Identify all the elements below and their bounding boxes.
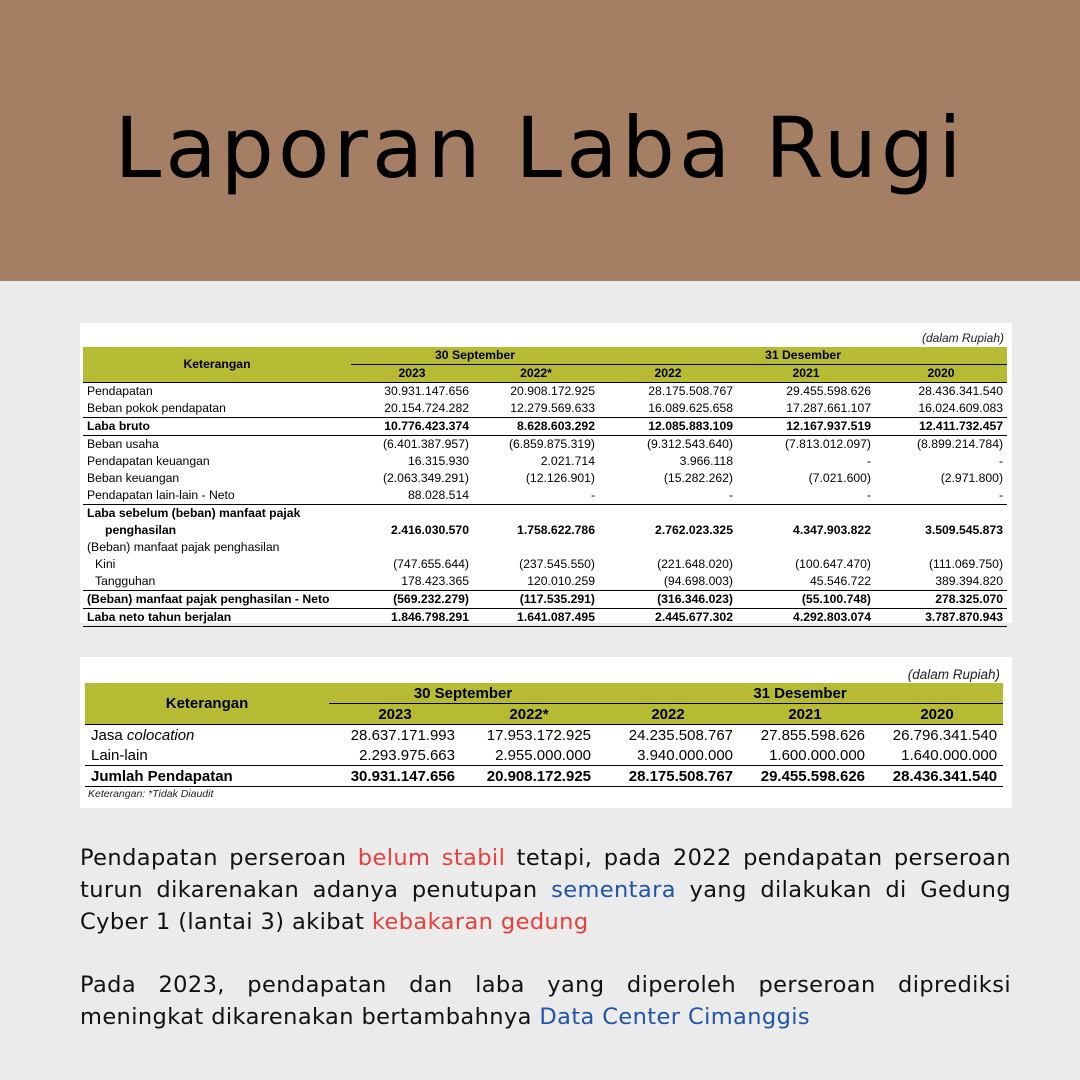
row-label: Pendapatan: [87, 384, 153, 398]
cell-value: 278.325.070: [875, 591, 1007, 609]
cell-value: 8.628.603.292: [473, 418, 599, 436]
row-label: Jasa colocation: [91, 726, 195, 744]
cell-value: 20.908.172.925: [510, 384, 595, 398]
row-label: Lain-lain: [91, 746, 148, 764]
cell-value: 45.546.722: [810, 574, 871, 588]
cell-value: (94.698.003): [663, 574, 733, 588]
header-banner: [0, 0, 1080, 281]
cell-value: 30.931.147.656: [329, 766, 461, 787]
cell-value: 28.175.508.767: [648, 384, 733, 398]
cell-value: (6.401.387.957): [382, 437, 469, 451]
row-label: penghasilan: [105, 523, 177, 537]
income-statement-table: [83, 347, 1007, 627]
row-label: Beban keuangan: [87, 471, 180, 485]
cell-value: (569.232.279): [351, 591, 473, 609]
row-label: Pendapatan lain-lain - Neto: [87, 488, 235, 502]
table-row: [83, 556, 1007, 573]
cell-value: -: [866, 488, 871, 502]
income-statement-card: [80, 323, 1012, 623]
cell-value: -: [590, 488, 595, 502]
year-header: 2022*: [461, 704, 597, 725]
cell-value: 1.600.000.000: [769, 746, 866, 764]
revenue-breakdown-table: [85, 683, 1003, 787]
paragraph-revenue-analysis: [80, 842, 1011, 938]
row-label: Beban usaha: [87, 437, 159, 451]
cell-value: (6.859.875.319): [508, 437, 595, 451]
year-header: 2023: [351, 365, 473, 383]
cell-value: (12.126.901): [525, 471, 595, 485]
group-header-desember: 31 Desember: [597, 683, 1003, 704]
cell-value: 17.953.172.925: [486, 726, 592, 744]
highlight-blue: Data Center Cimanggis: [539, 1004, 811, 1030]
table-row: [83, 539, 1007, 556]
cell-value: 389.394.820: [935, 574, 1004, 588]
group-header-september: 30 September: [351, 347, 599, 365]
cell-value: 3.787.870.943: [875, 609, 1007, 627]
cell-value: 29.455.598.626: [786, 384, 871, 398]
page-title: Laporan Laba Rugi: [114, 99, 966, 197]
cell-value: (111.069.750): [928, 557, 1004, 571]
cell-value: 2.762.023.325: [655, 523, 733, 537]
cell-value: (7.813.012.097): [784, 437, 871, 451]
table-row: [83, 400, 1007, 418]
group-header-desember: 31 Desember: [599, 347, 1007, 365]
cell-value: 28.175.508.767: [597, 766, 739, 787]
cell-value: 2.955.000.000: [495, 746, 592, 764]
cell-value: 1.846.798.291: [351, 609, 473, 627]
year-header: 2020: [871, 704, 1003, 725]
cell-value: (15.282.262): [663, 471, 733, 485]
row-label: (Beban) manfaat pajak penghasilan - Neto: [83, 591, 351, 609]
row-label: Tangguhan: [95, 574, 156, 588]
row-label: Laba sebelum (beban) manfaat pajak: [83, 505, 1007, 523]
table-row: [85, 745, 1003, 766]
unit-note: (dalam Rupiah): [921, 331, 1004, 345]
cell-value: 2.445.677.302: [599, 609, 737, 627]
paragraph-prediction: [80, 969, 1011, 1033]
table-row: [83, 591, 1007, 609]
table-row: [83, 436, 1007, 454]
cell-value: (55.100.748): [737, 591, 875, 609]
cell-value: 27.855.598.626: [760, 726, 866, 744]
group-header-september: 30 September: [329, 683, 597, 704]
cell-value: 12.279.569.633: [510, 401, 595, 415]
cell-value: (316.346.023): [599, 591, 737, 609]
cell-value: 120.010.259: [527, 574, 595, 588]
cell-value: 2.416.030.570: [391, 523, 469, 537]
paragraph-text: Pada 2023, pendapatan dan laba yang diperoleh perseroan diprediksi meningkat dikarenakan bertambahnya: [80, 972, 1011, 1030]
table-row: [83, 609, 1007, 627]
year-header: 2022*: [473, 365, 599, 383]
cell-value: (9.312.543.640): [646, 437, 733, 451]
cell-value: [351, 539, 473, 556]
row-label: Jumlah Pendapatan: [85, 766, 329, 787]
table-row: [85, 725, 1003, 746]
cell-value: -: [728, 488, 733, 502]
year-header: 2020: [875, 365, 1007, 383]
row-label: (Beban) manfaat pajak penghasilan: [87, 540, 280, 554]
cell-value: 12.085.883.109: [599, 418, 737, 436]
table-row: [83, 453, 1007, 470]
highlight-red: belum stabil: [357, 845, 506, 871]
cell-value: 28.436.341.540: [871, 766, 1003, 787]
cell-value: 24.235.508.767: [628, 726, 734, 744]
cell-value: 88.028.514: [408, 488, 469, 502]
cell-value: (100.647.470): [795, 557, 871, 571]
cell-value: 3.940.000.000: [637, 746, 734, 764]
cell-value: 16.024.609.083: [918, 401, 1004, 415]
year-header: 2021: [739, 704, 871, 725]
cell-value: 4.347.903.822: [793, 523, 871, 537]
cell-value: 16.089.625.658: [648, 401, 733, 415]
year-header: 2022: [599, 365, 737, 383]
cell-value: 20.908.172.925: [461, 766, 597, 787]
cell-value: 1.641.087.495: [473, 609, 599, 627]
cell-value: (7.021.600): [808, 471, 871, 485]
table-row: [83, 470, 1007, 487]
table-row: [83, 573, 1007, 591]
cell-value: (237.545.550): [519, 557, 595, 571]
table-header-row: [83, 347, 1007, 365]
cell-value: 10.776.423.374: [351, 418, 473, 436]
paragraph-text: tetapi, pada 2022 pendapatan perseroan turun dikarenakan adanya penutupan: [80, 845, 1011, 903]
cell-value: (2.971.800): [940, 471, 1004, 485]
cell-value: [737, 539, 875, 556]
cell-value: 29.455.598.626: [739, 766, 871, 787]
year-header: 2021: [737, 365, 875, 383]
cell-value: -: [866, 454, 871, 468]
cell-value: (8.899.214.784): [916, 437, 1004, 451]
cell-value: [875, 539, 1007, 556]
table-header-row: [85, 683, 1003, 704]
cell-value: 26.796.341.540: [892, 726, 998, 744]
cell-value: (2.063.349.291): [382, 471, 469, 485]
cell-value: 178.423.365: [401, 574, 469, 588]
cell-value: 28.637.171.993: [350, 726, 455, 744]
paragraph-text: Pendapatan perseroan: [80, 845, 358, 871]
revenue-breakdown-card: [80, 657, 1012, 808]
year-header: 2023: [329, 704, 461, 725]
cell-value: 17.287.661.107: [786, 401, 871, 415]
cell-value: 1.758.622.786: [517, 523, 595, 537]
cell-value: 12.167.937.519: [737, 418, 875, 436]
cell-value: 3.966.118: [679, 454, 733, 468]
cell-value: 16.315.930: [408, 454, 469, 468]
cell-value: [473, 539, 599, 556]
paragraph-text: yang dilakukan di Gedung Cyber 1 (lantai 3) akibat: [80, 877, 1011, 935]
footnote: Keterangan: *Tidak Diaudit: [88, 788, 214, 800]
cell-value: -: [998, 454, 1004, 468]
table-row: [83, 505, 1007, 523]
cell-value: (117.535.291): [473, 591, 599, 609]
table-row: [83, 418, 1007, 436]
table-row: [83, 522, 1007, 539]
row-label: Beban pokok pendapatan: [87, 401, 226, 415]
cell-value: 20.154.724.282: [384, 401, 469, 415]
year-header: 2022: [597, 704, 739, 725]
row-label: Laba bruto: [83, 418, 351, 436]
cell-value: 3.509.545.873: [925, 523, 1004, 537]
row-label: Pendapatan keuangan: [87, 454, 210, 468]
cell-value: 4.292.803.074: [737, 609, 875, 627]
col-header-keterangan: Keterangan: [85, 683, 329, 725]
cell-value: 1.640.000.000: [901, 746, 998, 764]
unit-note: (dalam Rupiah): [907, 667, 1000, 682]
table-row: [83, 383, 1007, 401]
cell-value: (747.655.644): [393, 557, 469, 571]
table-row: [83, 487, 1007, 505]
cell-value: [599, 539, 737, 556]
cell-value: 30.931.147.656: [384, 384, 469, 398]
cell-value: (221.648.020): [657, 557, 733, 571]
cell-value: 2.021.714: [540, 454, 595, 468]
table-row-total: [85, 766, 1003, 787]
cell-value: 12.411.732.457: [875, 418, 1007, 436]
cell-value: -: [998, 488, 1004, 502]
highlight-red: kebakaran gedung: [371, 909, 589, 935]
row-label: Laba neto tahun berjalan: [83, 609, 351, 627]
col-header-keterangan: Keterangan: [83, 347, 351, 383]
cell-value: 2.293.975.663: [359, 746, 455, 764]
cell-value: 28.436.341.540: [918, 384, 1004, 398]
highlight-blue: sementara: [551, 877, 676, 903]
row-label: Kini: [95, 557, 116, 571]
